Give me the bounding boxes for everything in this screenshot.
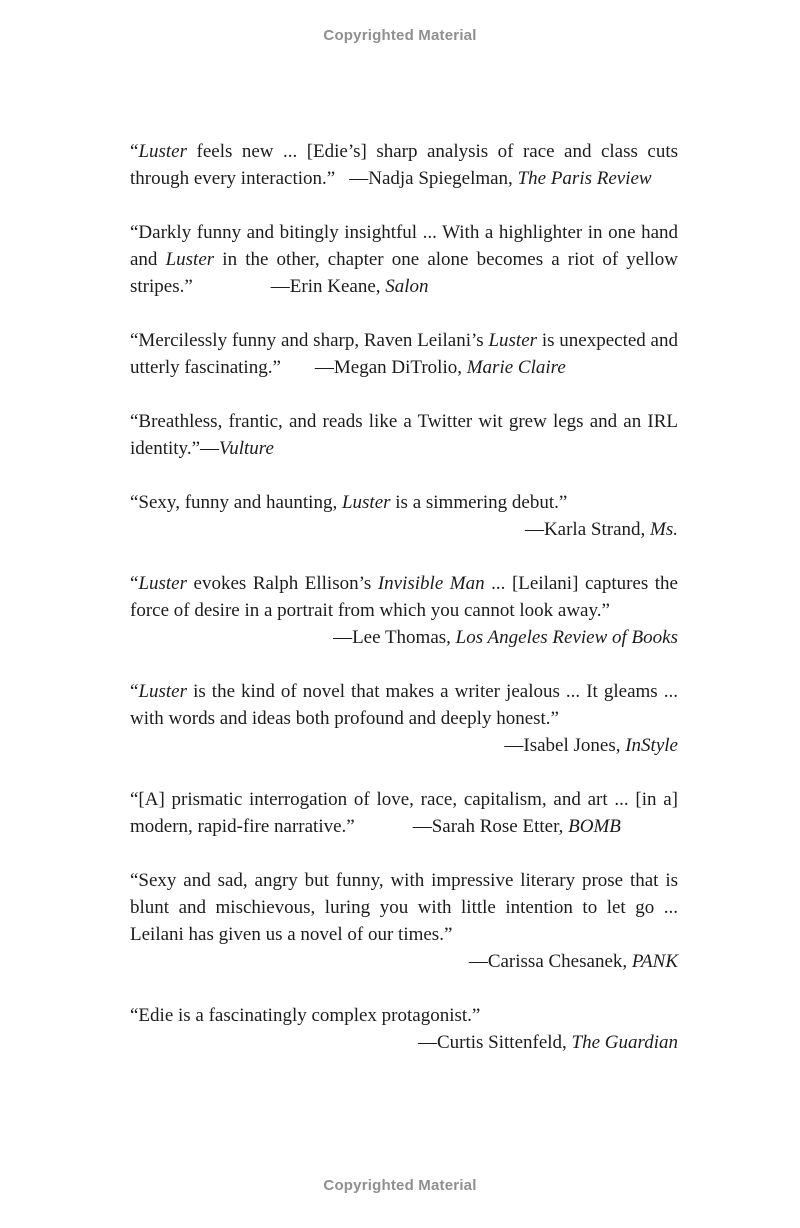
quote-text <box>130 219 678 300</box>
quote-segment: “ <box>130 573 139 594</box>
quote-text <box>130 489 678 516</box>
attribution <box>130 624 678 651</box>
quote-block-vulture <box>130 408 678 462</box>
attribution-name: —Carissa Chesanek, <box>468 951 632 972</box>
copyright-notice-bottom: Copyrighted Material <box>323 1177 477 1194</box>
quote-block-guardian <box>130 1002 678 1056</box>
book-title-italic: Luster <box>165 249 215 270</box>
quote-segment: feels new ... [Edie’s] sharp analysis of race and class cuts through every interaction.” <box>130 141 678 189</box>
quote-block-salon <box>130 219 678 300</box>
attribution <box>130 732 678 759</box>
attribution-name: —Karla Strand, <box>524 519 651 540</box>
attribution <box>315 357 566 378</box>
attribution-name: —Erin Keane, <box>270 276 386 297</box>
book-title-italic: Luster <box>138 681 188 702</box>
quote-segment: “Breathless, frantic, and reads like a Twitter wit grew legs and an IRL identity.” <box>130 411 678 459</box>
attribution-source: Los Angeles Review of Books <box>455 627 678 648</box>
book-title-italic: Luster <box>138 141 188 162</box>
quote-text <box>130 327 678 381</box>
attribution <box>200 438 274 459</box>
book-title-italic: Invisible Man <box>377 573 485 594</box>
quote-segment: “ <box>130 141 139 162</box>
attribution-source: Ms. <box>650 519 678 540</box>
quote-block-marie-claire <box>130 327 678 381</box>
quote-segment: is a simmering debut.” <box>390 492 568 513</box>
quote-text <box>130 786 678 840</box>
book-title-italic: Luster <box>341 492 391 513</box>
book-title-italic: Luster <box>488 330 538 351</box>
quote-block-la-review-of-books <box>130 570 678 651</box>
quote-segment: in the other, chapter one alone becomes a riot of yellow stripes.” <box>130 249 678 297</box>
quote-text <box>130 1002 678 1029</box>
quote-segment: “Darkly funny and bitingly insightful ... With a highlighter in one hand and <box>130 222 678 270</box>
quote-text <box>130 570 678 624</box>
quote-segment: ... [Leilani] captures the force of desire in a portrait from which you cannot look away.” <box>130 573 678 621</box>
attribution <box>130 516 678 543</box>
quote-segment: “Sexy and sad, angry but funny, with impressive literary prose that is blunt and mischievous, luring you with little intention to let go ... Leilani has given us a novel of our times.” <box>130 870 678 945</box>
attribution-name: —Nadja Spiegelman, <box>349 168 518 189</box>
quote-segment: “ <box>130 681 139 702</box>
attribution-source: PANK <box>631 951 678 972</box>
quote-text <box>130 408 678 462</box>
quote-text <box>130 867 678 948</box>
attribution-name: —Lee Thomas, <box>333 627 456 648</box>
attribution-name: —Isabel Jones, <box>504 735 626 756</box>
quote-block-paris-review <box>130 138 678 192</box>
attribution-source: Marie Claire <box>466 357 566 378</box>
quote-segment: is the kind of novel that makes a writer jealous ... It gleams ... with words and ideas both profound and deeply honest.” <box>130 681 678 729</box>
attribution-source: The Guardian <box>571 1032 678 1053</box>
attribution-name: — <box>200 438 219 459</box>
attribution-source: InStyle <box>625 735 678 756</box>
attribution <box>413 816 621 837</box>
quote-segment: evokes Ralph Ellison’s <box>187 573 378 594</box>
attribution-source: Salon <box>385 276 429 297</box>
copyright-notice-top: Copyrighted Material <box>323 27 477 44</box>
attribution-source: Vulture <box>219 438 274 459</box>
quote-block-ms <box>130 489 678 543</box>
quote-segment: “[A] prismatic interrogation of love, race, capitalism, and art ... [in a] modern, rapid-fire narrative.” <box>130 789 678 837</box>
praise-page-content <box>130 138 678 1083</box>
attribution-name: —Sarah Rose Etter, <box>412 816 569 837</box>
attribution-name: —Megan DiTrolio, <box>314 357 467 378</box>
attribution <box>271 276 429 297</box>
quote-block-pank <box>130 867 678 975</box>
attribution-name: —Curtis Sittenfeld, <box>417 1032 572 1053</box>
quote-text <box>130 678 678 732</box>
quote-block-bomb <box>130 786 678 840</box>
quote-segment: “Edie is a fascinatingly complex protagonist.” <box>130 1005 481 1026</box>
attribution <box>349 168 651 189</box>
quote-segment: “Sexy, funny and haunting, <box>130 492 342 513</box>
quote-segment: “Mercilessly funny and sharp, Raven Leilani’s <box>130 330 489 351</box>
attribution <box>130 948 678 975</box>
quote-block-instyle <box>130 678 678 759</box>
attribution <box>130 1029 678 1056</box>
quote-segment: is unexpected and utterly fascinating.” <box>130 330 678 378</box>
attribution-source: The Paris Review <box>517 168 652 189</box>
attribution-source: BOMB <box>568 816 621 837</box>
book-title-italic: Luster <box>138 573 188 594</box>
quote-text <box>130 138 678 192</box>
